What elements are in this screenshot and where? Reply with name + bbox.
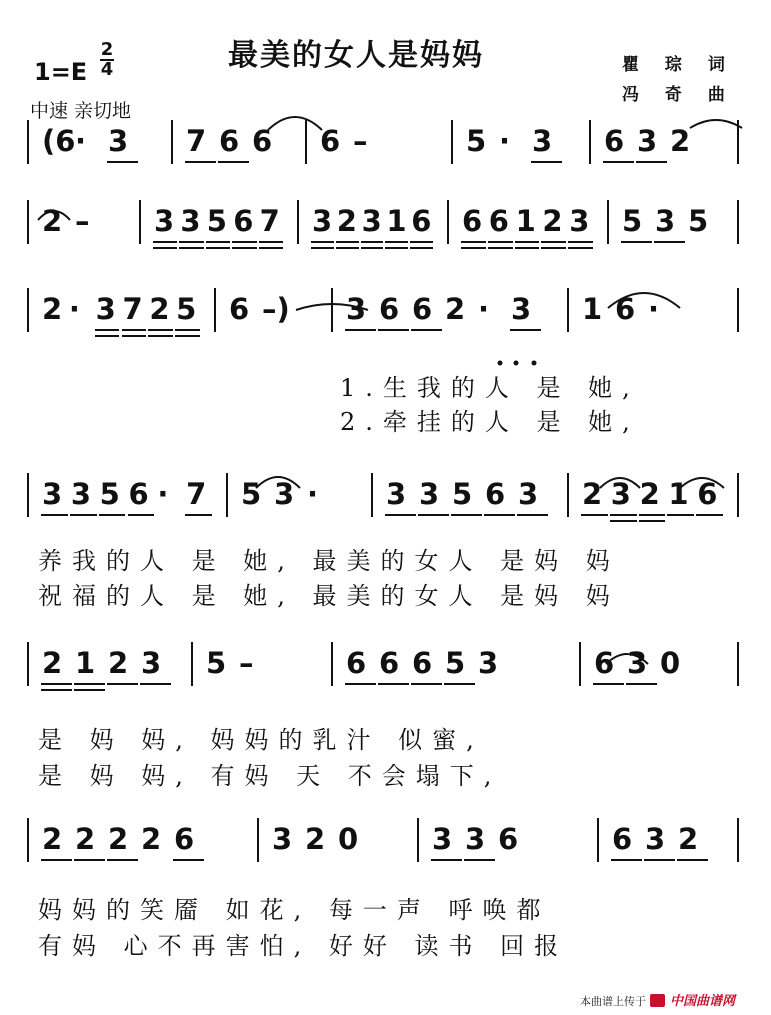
note: 6 (174, 821, 195, 856)
tempo-marking: 中速 亲切地 (30, 100, 132, 122)
augmentation-dot: · (157, 476, 169, 511)
tie-arc (268, 117, 322, 130)
note: 2 (149, 291, 170, 326)
note: 3 (361, 203, 382, 238)
meter-top: 2 (100, 39, 114, 60)
note: 3 (432, 821, 453, 856)
note: 5 (206, 203, 227, 238)
note: 5 (176, 291, 197, 326)
note: 3 (465, 821, 486, 856)
lyric-line: 妈妈的笑靥 如花, 每一声 呼唤都 (38, 896, 551, 924)
note: 1 (582, 291, 603, 326)
note: 6 (411, 203, 432, 238)
note: 6 (612, 821, 633, 856)
lyric-line: 是 妈 妈, 有妈 天 不会塌下, (38, 762, 502, 790)
slur-arc (608, 293, 680, 308)
site-footer (580, 990, 735, 1009)
note: 3 (518, 476, 539, 511)
tie-arc (38, 211, 70, 220)
note: 7 (186, 123, 207, 158)
augmentation-dot: · (75, 123, 87, 158)
note: 3 (346, 291, 367, 326)
augmentation-dot: · (648, 291, 660, 326)
note: 2 (141, 821, 162, 856)
octave-dot (498, 361, 503, 366)
lyric-line: 1.生我的人 是 她, (340, 374, 640, 402)
octave-dot (514, 361, 519, 366)
note: 6 (594, 645, 615, 680)
slur-arc (606, 654, 648, 664)
note: 2 (445, 291, 466, 326)
augmentation-dot: · (499, 123, 511, 158)
note: 6 (128, 476, 149, 511)
note-symbol: – (239, 645, 254, 680)
note: 3 (70, 476, 92, 511)
note: 6 (498, 821, 519, 856)
note: 1 (515, 203, 536, 238)
note: 6 (697, 476, 718, 511)
note: 3 (108, 123, 129, 158)
note: 6 (346, 645, 367, 680)
note-symbol: – (353, 123, 368, 158)
note: 2 (42, 203, 63, 238)
augmentation-dot: · (478, 291, 490, 326)
note: 7 (259, 203, 280, 238)
note: 3 (95, 291, 116, 326)
note: 3 (511, 291, 532, 326)
note: 3 (532, 123, 553, 158)
note: 6 (485, 476, 506, 511)
note: 2 (336, 203, 357, 238)
lyric-line: 养我的人 是 她, 最美的女人 是妈 妈 (38, 547, 620, 575)
note: 5 (445, 645, 466, 680)
note: 5 (622, 203, 643, 238)
note: 2 (678, 821, 699, 856)
note: 7 (122, 291, 143, 326)
augmentation-dot: · (68, 291, 80, 326)
note: 3 (637, 123, 658, 158)
lyricist-credit: 瞿 琮 词 (622, 55, 735, 75)
note: 3 (274, 476, 295, 511)
note: 2 (670, 123, 691, 158)
note: 2 (582, 476, 603, 511)
note: 6 (379, 291, 400, 326)
note: 0 (660, 645, 681, 680)
note: 1 (668, 476, 689, 511)
note: 5 (466, 123, 487, 158)
lyric-line: 有妈 心不再害怕, 好好 读书 回报 (38, 932, 569, 960)
note: 6 (462, 203, 483, 238)
note: 3 (419, 476, 440, 511)
note: 3 (272, 821, 293, 856)
note: 3 (655, 203, 676, 238)
note: 3 (141, 645, 162, 680)
note: 2 (305, 821, 326, 856)
note: 6 (615, 291, 636, 326)
note: 7 (186, 476, 207, 511)
key-signature: 1=E (34, 58, 88, 86)
note: 2 (75, 821, 96, 856)
note: 5 (241, 476, 262, 511)
note: 6 (604, 123, 625, 158)
note: 6 (412, 291, 433, 326)
note: 2 (42, 645, 63, 680)
note: 5 (206, 645, 227, 680)
lyric-line: 祝福的人 是 她, 最美的女人 是妈 妈 (38, 582, 620, 610)
note: 5 (99, 476, 120, 511)
note: 5 (688, 203, 709, 238)
note: 6 (320, 123, 341, 158)
note: (6 (42, 123, 76, 158)
note: 6 (379, 645, 400, 680)
note: 0 (338, 821, 359, 856)
note: 3 (478, 645, 499, 680)
note: 3 (627, 645, 648, 680)
note-symbol: –) (262, 291, 290, 326)
note: 3 (569, 203, 590, 238)
note: 2 (542, 203, 563, 238)
note: 2 (108, 821, 129, 856)
augmentation-dot: · (307, 476, 319, 511)
note: 3 (386, 476, 407, 511)
lyric-line: 2.牵挂的人 是 她, (340, 408, 640, 436)
composer-credit: 冯 奇 曲 (622, 85, 735, 105)
note: 1 (386, 203, 407, 238)
note: 6 (219, 123, 240, 158)
slur-arc (256, 477, 300, 488)
note: 3 (610, 476, 631, 511)
note: 3 (42, 476, 63, 511)
slur-arc (600, 478, 640, 488)
note: 3 (180, 203, 201, 238)
slur-arc (680, 478, 724, 488)
note: 2 (639, 476, 660, 511)
note: 2 (42, 821, 63, 856)
note: 1 (75, 645, 96, 680)
note: 6 (233, 203, 254, 238)
note: 3 (312, 203, 333, 238)
note: 6 (412, 645, 433, 680)
song-title: 最美的女人是妈妈 (228, 38, 484, 73)
site-logo-icon (650, 994, 665, 1007)
note: 5 (452, 476, 473, 511)
footer-prefix: 本曲谱上传于 (580, 995, 646, 1008)
meter-bottom: 4 (100, 59, 114, 80)
octave-dot (532, 361, 537, 366)
note: 3 (154, 203, 175, 238)
site-name[interactable]: 中国曲谱网 (670, 994, 736, 1009)
note: 2 (42, 291, 63, 326)
note: 2 (108, 645, 129, 680)
note: 6 (252, 123, 273, 158)
note-symbol: – (75, 203, 90, 238)
tie-arc (690, 120, 742, 128)
note: 3 (645, 821, 666, 856)
note: 6 (488, 203, 509, 238)
lyric-line: 是 妈 妈, 妈妈的乳汁 似蜜, (38, 726, 484, 754)
note: 6 (229, 291, 250, 326)
